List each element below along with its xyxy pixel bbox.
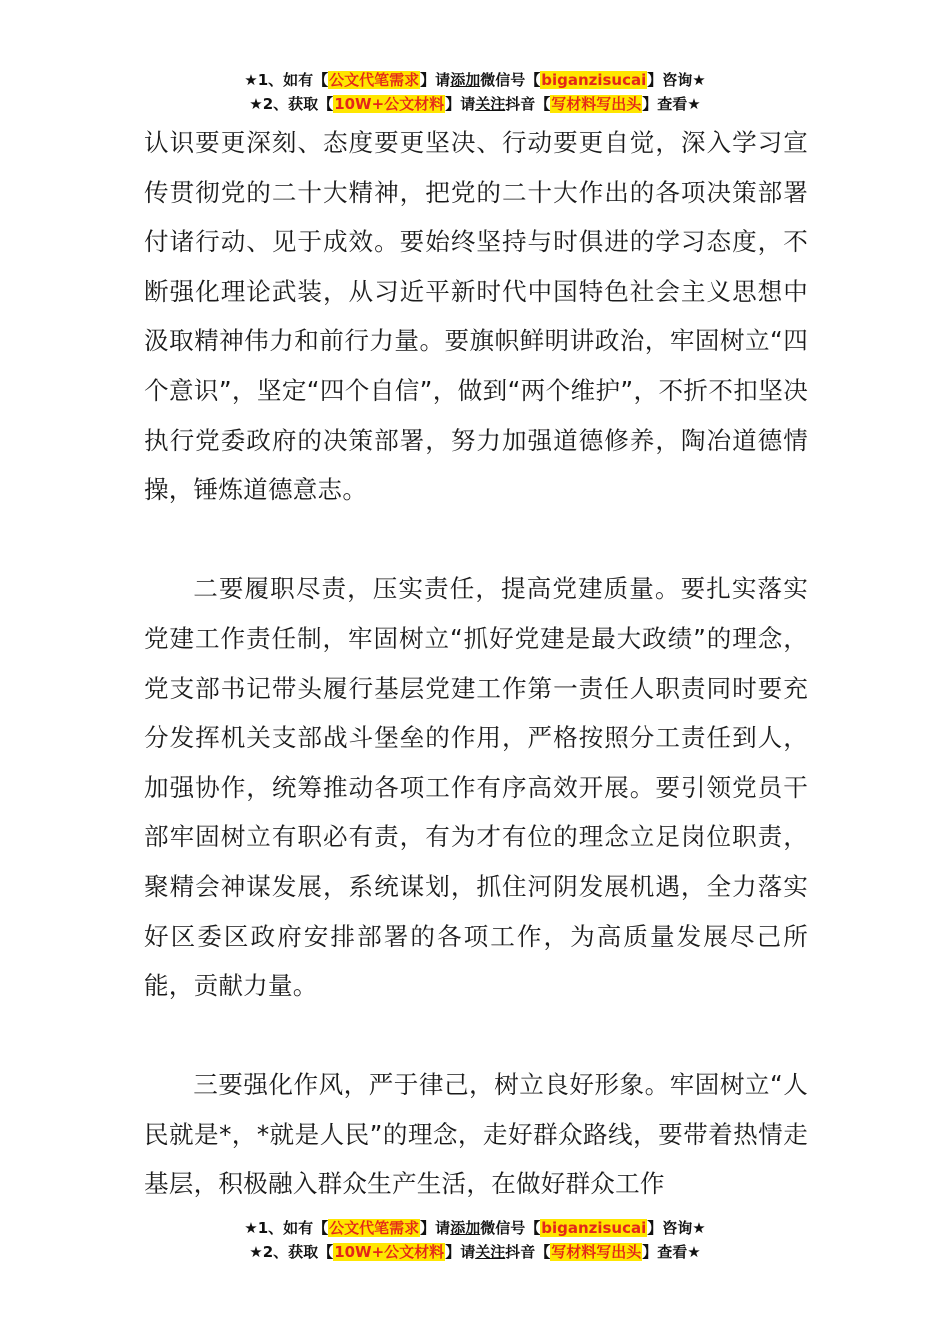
paragraph-2: 二要履职尽责，压实责任，提高党建质量。要扎实落实党建工作责任制，牢固树立“抓好党建是最大政绩”的理念，党支部书记带头履行基层党建工作第一责任人职责同时要充分发挥机关支部战斗堡垒的作用，严格按照分工责任到人，加强协作，统筹推动各项工作有序高效开展。要引领党员干部牢固树立有职必有责，有为才有位的理念立足岗位职责，聚精会神谋发展，系统谋划，抓住河阴发展机遇，全力落实好区委区政府安排部署的各项工作，为高质量发展尽己所能，贡献力量。 [144,574,808,1001]
banner-highlight: biganzisucai [541,1219,647,1237]
banner-emphasis: 关注 [475,1243,506,1261]
banner-emphasis: 添加 [450,1219,481,1237]
banner-text: 抖音【 [505,1243,551,1261]
banner-text: 】查看★ [642,95,701,113]
paragraph-1: 认识要更深刻、态度要更坚决、行动要更自觉，深入学习宣传贯彻党的二十大精神，把党的二十大作出的各项决策部署付诸行动、见于成效。要始终坚持与时俱进的学习态度，不断强化理论武装，从习近平新时代中国特色社会主义思想中汲取精神伟力和前行力量。要旗帜鲜明讲政治，牢固树立“四个意识”，坚定“四个自信”，做到“两个维护”，不折不扣坚决执行党委政府的决策部署，努力加强道德修养，陶冶道德情操，锤炼道德意志。 [144,128,808,505]
paragraph-3: 三要强化作风，严于律己，树立良好形象。牢固树立“人民就是*，*就是人民”的理念，走好群众路线，要带着热情走基层，积极融入群众生产生活，在做好群众工作 [144,1070,808,1199]
banner-emphasis: 添加 [450,71,481,89]
banner-line-1 [0,68,950,92]
paragraph-spacer [144,515,808,565]
banner-text: ★2、获取【 [249,95,334,113]
footer-banner [0,1216,950,1264]
document-body [144,118,808,1209]
banner-text: 】请 [420,71,451,89]
banner-text: 】查看★ [642,1243,701,1261]
banner-text: 】请 [445,95,476,113]
banner-highlight: biganzisucai [541,71,647,89]
banner-line-2 [0,92,950,116]
banner-text: ★2、获取【 [249,1243,334,1261]
banner-highlight: 10W+公文材料 [334,95,445,113]
banner-highlight: 10W+公文材料 [334,1243,445,1261]
banner-text: ★1、如有【 [244,71,329,89]
banner-highlight: 公文代笔需求 [329,71,420,89]
banner-text: 抖音【 [505,95,551,113]
banner-text: 】请 [445,1243,476,1261]
banner-emphasis: 关注 [475,95,506,113]
paragraph-spacer [144,1011,808,1061]
banner-highlight: 公文代笔需求 [329,1219,420,1237]
banner-highlight: 写材料写出头 [551,1243,642,1261]
banner-text: 微信号【 [480,71,541,89]
banner-text: 】咨询★ [647,1219,706,1237]
banner-text: 】咨询★ [647,71,706,89]
banner-line-1 [0,1216,950,1240]
banner-line-2 [0,1240,950,1264]
banner-text: 】请 [420,1219,451,1237]
banner-text: 微信号【 [480,1219,541,1237]
header-banner [0,68,950,116]
banner-text: ★1、如有【 [244,1219,329,1237]
banner-highlight: 写材料写出头 [551,95,642,113]
